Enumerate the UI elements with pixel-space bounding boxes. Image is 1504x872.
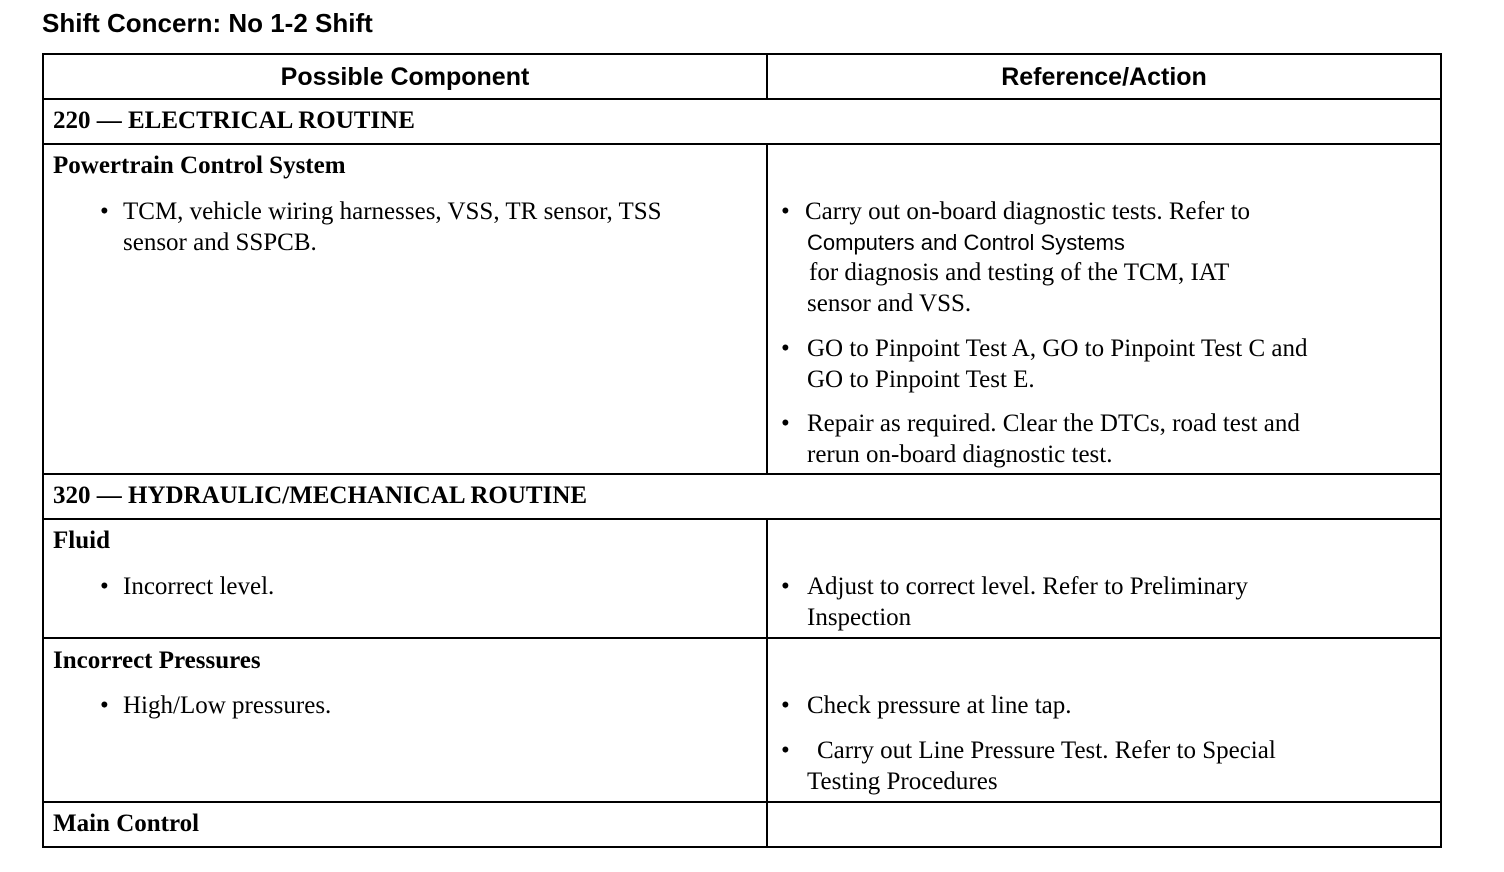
bullet-icon: •: [100, 692, 109, 719]
reference-link[interactable]: Computers and Control Systems: [807, 230, 1125, 255]
bullet-icon: •: [781, 410, 790, 437]
bullet-icon: •: [781, 692, 790, 719]
row-divider: [44, 637, 1440, 639]
action-item: sensor and VSS.: [807, 290, 972, 317]
section-heading-hydraulic: 320 — HYDRAULIC/MECHANICAL ROUTINE: [53, 482, 588, 509]
bullet-icon: •: [781, 335, 790, 362]
bullet-icon: •: [781, 737, 790, 764]
action-item: GO to Pinpoint Test A, GO to Pinpoint Test C and: [807, 335, 1308, 362]
group-incorrect-pressures: Incorrect Pressures: [53, 647, 261, 674]
row-divider: [44, 473, 1440, 475]
column-divider: [766, 518, 768, 848]
page-title: Shift Concern: No 1-2 Shift: [42, 8, 373, 38]
action-item: Check pressure at line tap.: [807, 692, 1072, 719]
column-header-component: Possible Component: [280, 63, 530, 91]
column-divider: [766, 143, 768, 475]
action-item: Testing Procedures: [807, 768, 998, 795]
group-powertrain-control-system: Powertrain Control System: [53, 152, 346, 179]
bullet-icon: •: [100, 198, 109, 225]
bullet-icon: •: [781, 573, 790, 600]
component-item: TCM, vehicle wiring harnesses, VSS, TR sensor, TSS: [123, 198, 662, 225]
bullet-icon: •: [781, 198, 790, 225]
action-item: Carry out on-board diagnostic tests. Refer to: [805, 198, 1251, 225]
section-heading-electrical: 220 — ELECTRICAL ROUTINE: [53, 107, 415, 134]
diagnosis-table: [42, 53, 1442, 848]
action-item: Inspection: [807, 604, 912, 631]
action-item: for diagnosis and testing of the TCM, IAT: [809, 259, 1230, 286]
row-divider: [44, 518, 1440, 520]
action-item: Carry out Line Pressure Test. Refer to Special: [817, 737, 1276, 764]
bullet-icon: •: [100, 573, 109, 600]
action-item: GO to Pinpoint Test E.: [807, 366, 1035, 393]
row-divider: [44, 801, 1440, 803]
component-item: High/Low pressures.: [123, 692, 332, 719]
group-fluid: Fluid: [53, 527, 110, 554]
row-divider: [44, 143, 1440, 145]
column-header-action: Reference/Action: [1001, 63, 1207, 91]
group-main-control: Main Control: [53, 810, 200, 837]
action-item: Repair as required. Clear the DTCs, road test and: [807, 410, 1300, 437]
component-item: Incorrect level.: [123, 573, 275, 600]
action-item: rerun on-board diagnostic test.: [807, 441, 1113, 468]
action-item: Adjust to correct level. Refer to Preliminary: [807, 573, 1248, 600]
component-item: sensor and SSPCB.: [123, 229, 317, 256]
